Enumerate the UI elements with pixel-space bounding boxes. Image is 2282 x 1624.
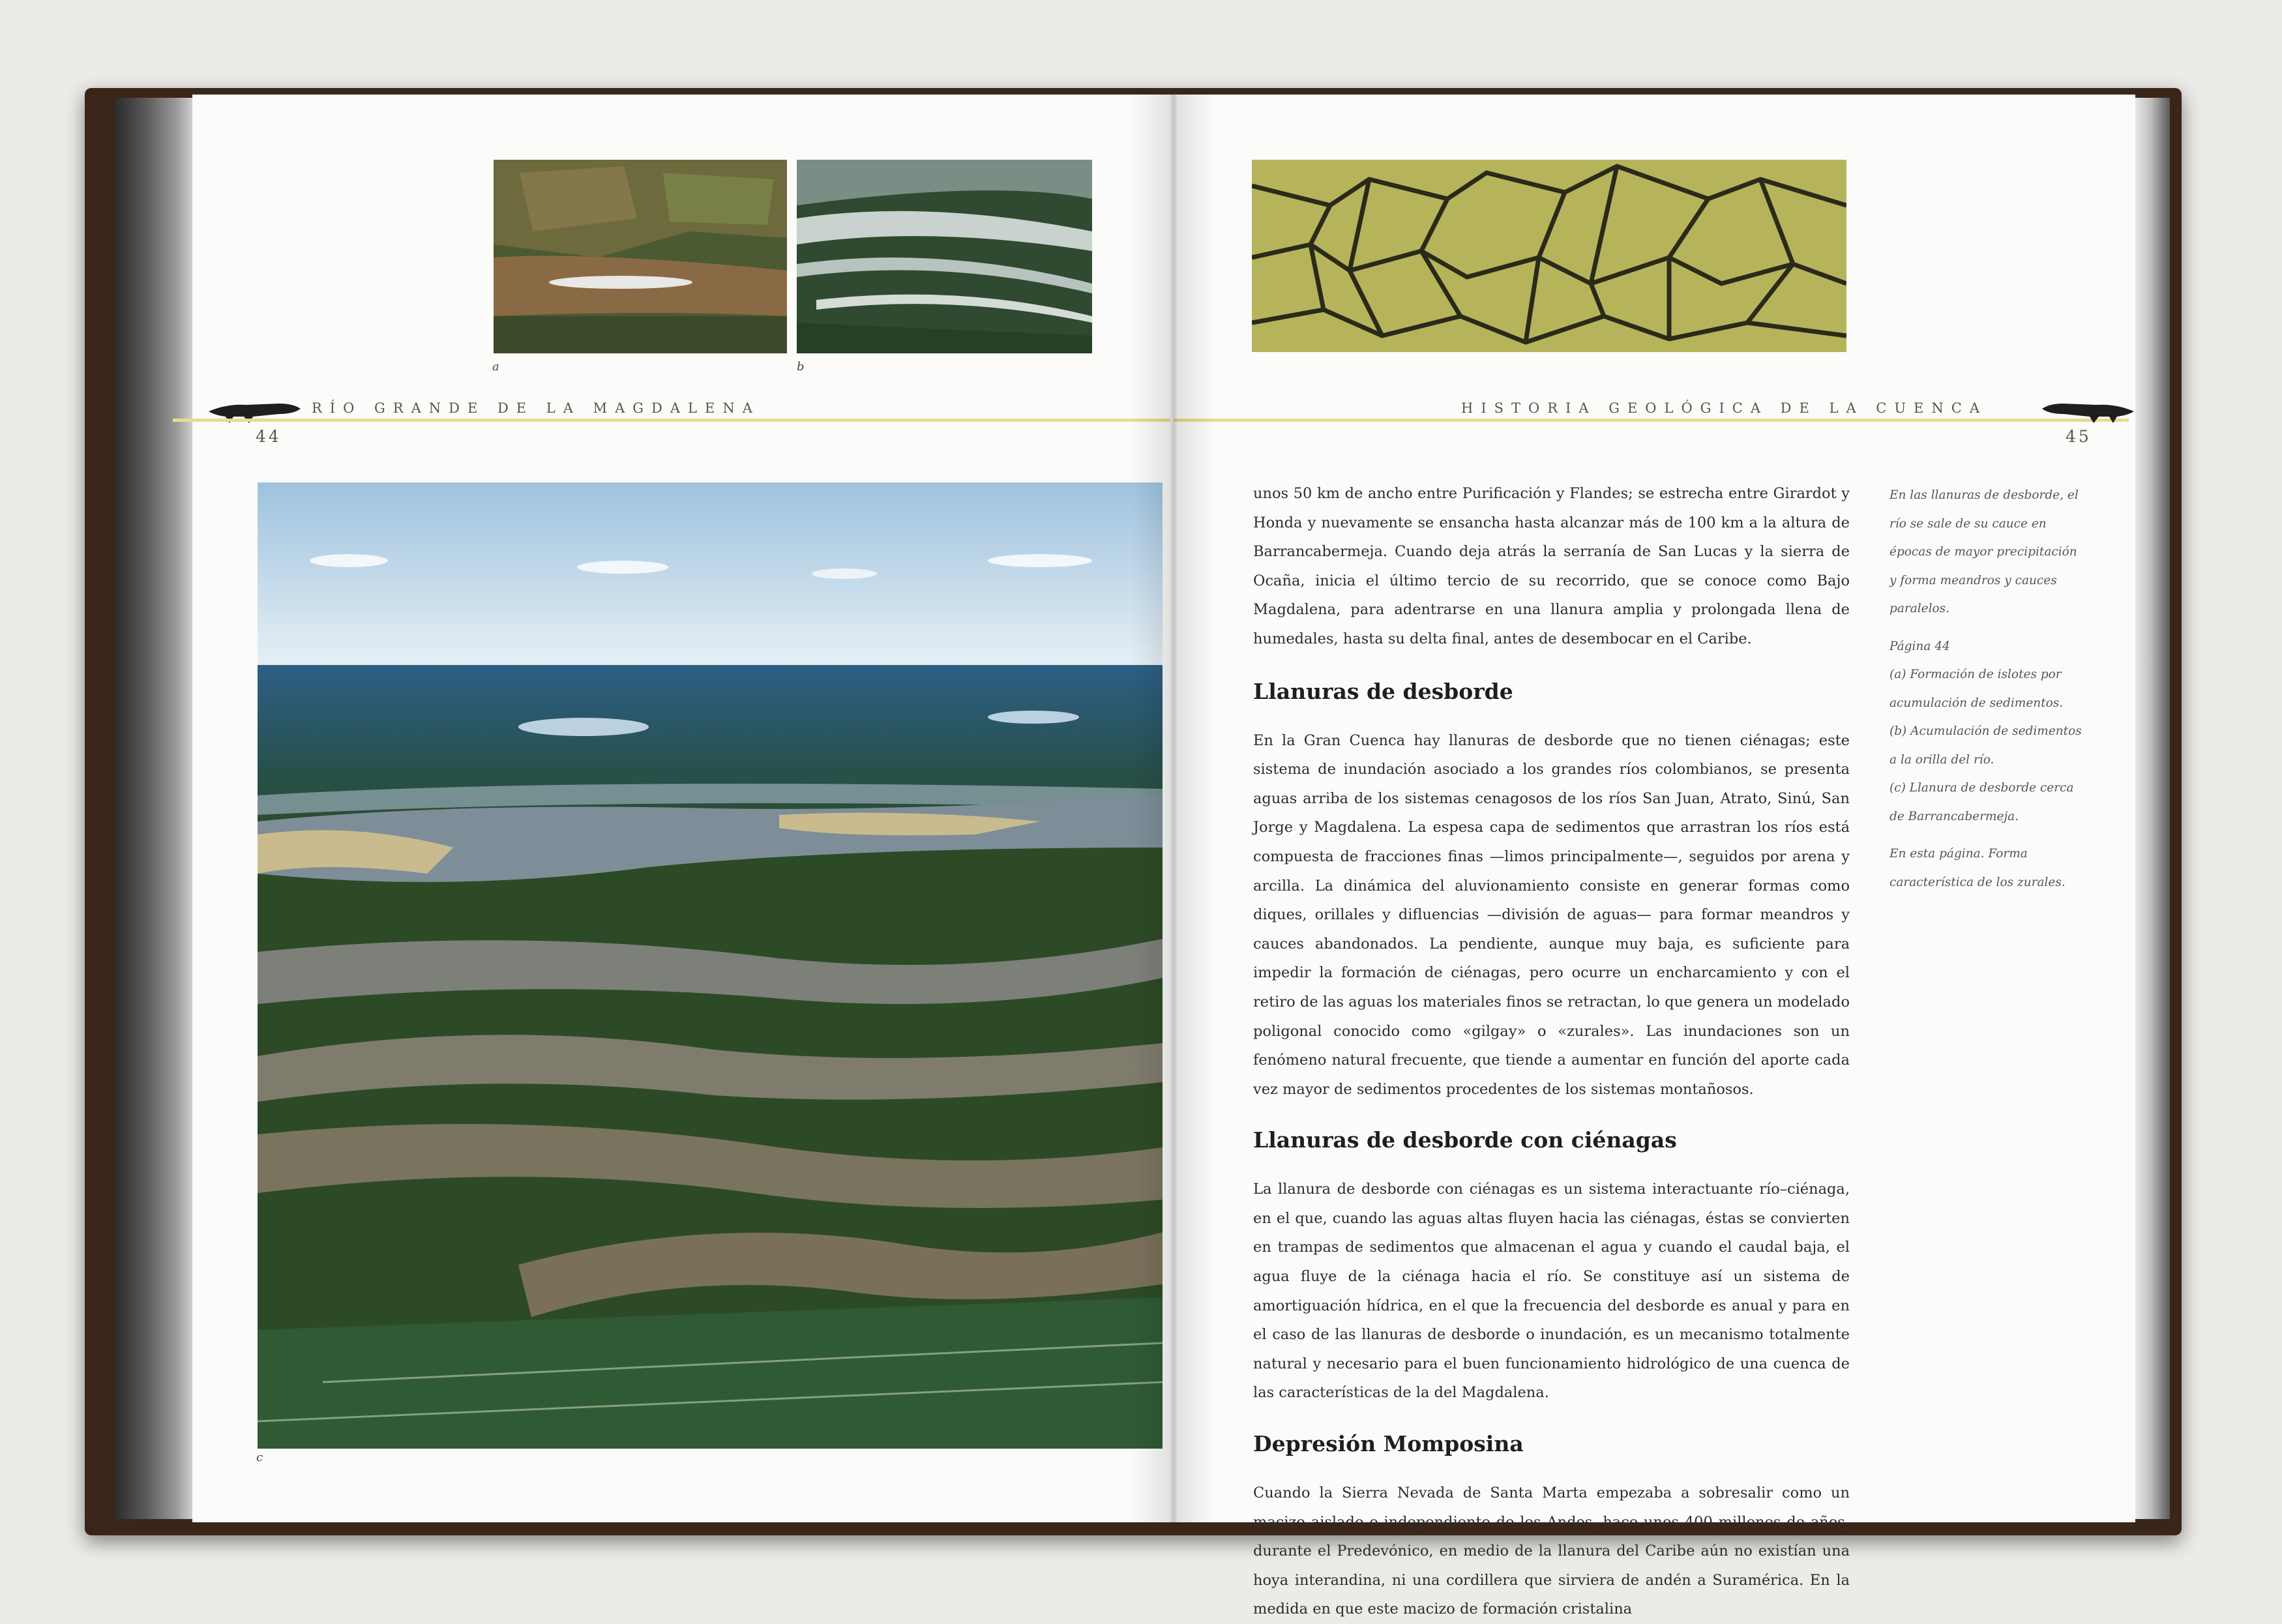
section-text-mompox: Cuando la Sierra Nevada de Santa Marta empezaba a sobresalir como un macizo aislado e independiente de los Andes, hace unos 400 millones de años, durante el Predevónico, en medio de la llanura del Caribe aún no existían una hoya interandina, ni una cordillera que sirviera de andén a Suramérica. En la medida en que este macizo de formación cristalina [1253,1484,1850,1618]
sidebar-note-2: En esta página. Forma característica de los zurales. [1889,847,2066,889]
section-heading-llanuras: Llanuras de desborde [1253,678,1513,704]
sidebar-captions [1889,481,2085,906]
left-page-stack [114,98,192,1519]
section-heading-cienagas: Llanuras de desborde con ciénagas [1253,1127,1677,1153]
book-gutter-shadow [1131,95,1216,1522]
photo-a-islet [494,160,787,353]
main-text-column [1253,479,1850,1624]
photo-c-caption: c [256,1451,263,1464]
left-running-header: RÍO GRANDE DE LA MAGDALENA [312,400,760,416]
right-running-header: HISTORIA GEOLÓGICA DE LA CUENCA [1461,400,1987,416]
section-text-cienagas: La llanura de desborde con ciénagas es un sistema interactuante río–ciénaga, en el que, cuando las aguas altas fluyen hacia las ciénagas, éstas se convierten en trampas de sedimentos que almacenan el agua y cuando el caudal baja, el agua fluye de la ciénaga hacia el río. Se constituye así un sistema de amortiguación hídrica, en el que la frecuencia del desborde es anual y para en el caso de las llanuras de desborde o inundación, es un mecanismo totalmente natural y necesario para el buen funcionamiento hidrológico de una cuenca de las características de la del Magdalena. [1253,1181,1850,1402]
right-header-rule [1174,419,2129,422]
sidebar-caption-b: (b) Acumulación de sedimentos a la orilla del río. [1889,724,2082,767]
section-text-llanuras: En la Gran Cuenca hay llanuras de desborde que no tienen ciénagas; este sistema de inundación asociado a los grandes ríos colombianos, se presenta aguas arriba de los sistemas cenagosos de los ríos San Juan, Atrato, Sinú, San Jorge y Magdalena. La espesa capa de sedimentos que arrastran los ríos está compuesta de fracciones finas —limos principalmente—, seguidos por arena y arcilla. La dinámica del aluvionamiento consiste en generar formas como diques, orillales y difluencias —división de aguas— para formar meandros y cauces abandonados. La pendiente, aunque muy baja, es suficiente para impedir la formación de ciénagas, pero ocurre un encharcamiento y con el retiro de las aguas los materiales finos se retractan, lo que genera un modelado poligonal conocido como «gilgay» o «zurales». Las inundaciones son un fenómeno natural frecuente, que tiende a aumentar en función del aporte cada vez mayor de sedimentos procedentes de los sistemas montañosos. [1253,731,1850,1098]
sidebar-caption-c: (c) Llanura de desborde cerca de Barrancabermeja. [1889,781,2074,823]
left-header-rule [173,419,1170,422]
right-page-stack [2132,98,2170,1519]
section-heading-mompox: Depresión Momposina [1253,1431,1524,1457]
sidebar-page-ref: Página 44 [1889,639,1950,653]
photo-c-floodplain [258,482,1163,1449]
sidebar-caption-a: (a) Formación de islotes por acumulación de sedimentos. [1889,668,2064,710]
photo-b-sediments [797,160,1092,353]
right-page-number: 45 [2066,427,2092,446]
intro-paragraph: unos 50 km de ancho entre Purificación y Flandes; se estrecha entre Girardot y Honda y nuevamente se ensancha hasta alcanzar más de 100 km a la altura de Barrancabermeja. Cuando deja atrás la serranía de San Lucas y la sierra de Ocaña, inicia el último tercio de su recorrido, que se conoce como Bajo Magdalena, para adentrarse en una llanura amplia y prolongada llena de humedales, hasta su delta final, antes de desembocar en el Caribe. [1253,485,1850,647]
photo-zurales-cracked-mud [1252,160,1846,352]
caiman-ornament-right [2041,394,2135,426]
photo-b-caption: b [797,360,805,374]
photo-a-caption: a [492,360,499,374]
left-page-number: 44 [256,427,282,446]
sidebar-note-1: En las llanuras de desborde, el río se sale de su cauce en épocas de mayor precipitación y forma meandros y cauces paralelos. [1889,488,2079,615]
